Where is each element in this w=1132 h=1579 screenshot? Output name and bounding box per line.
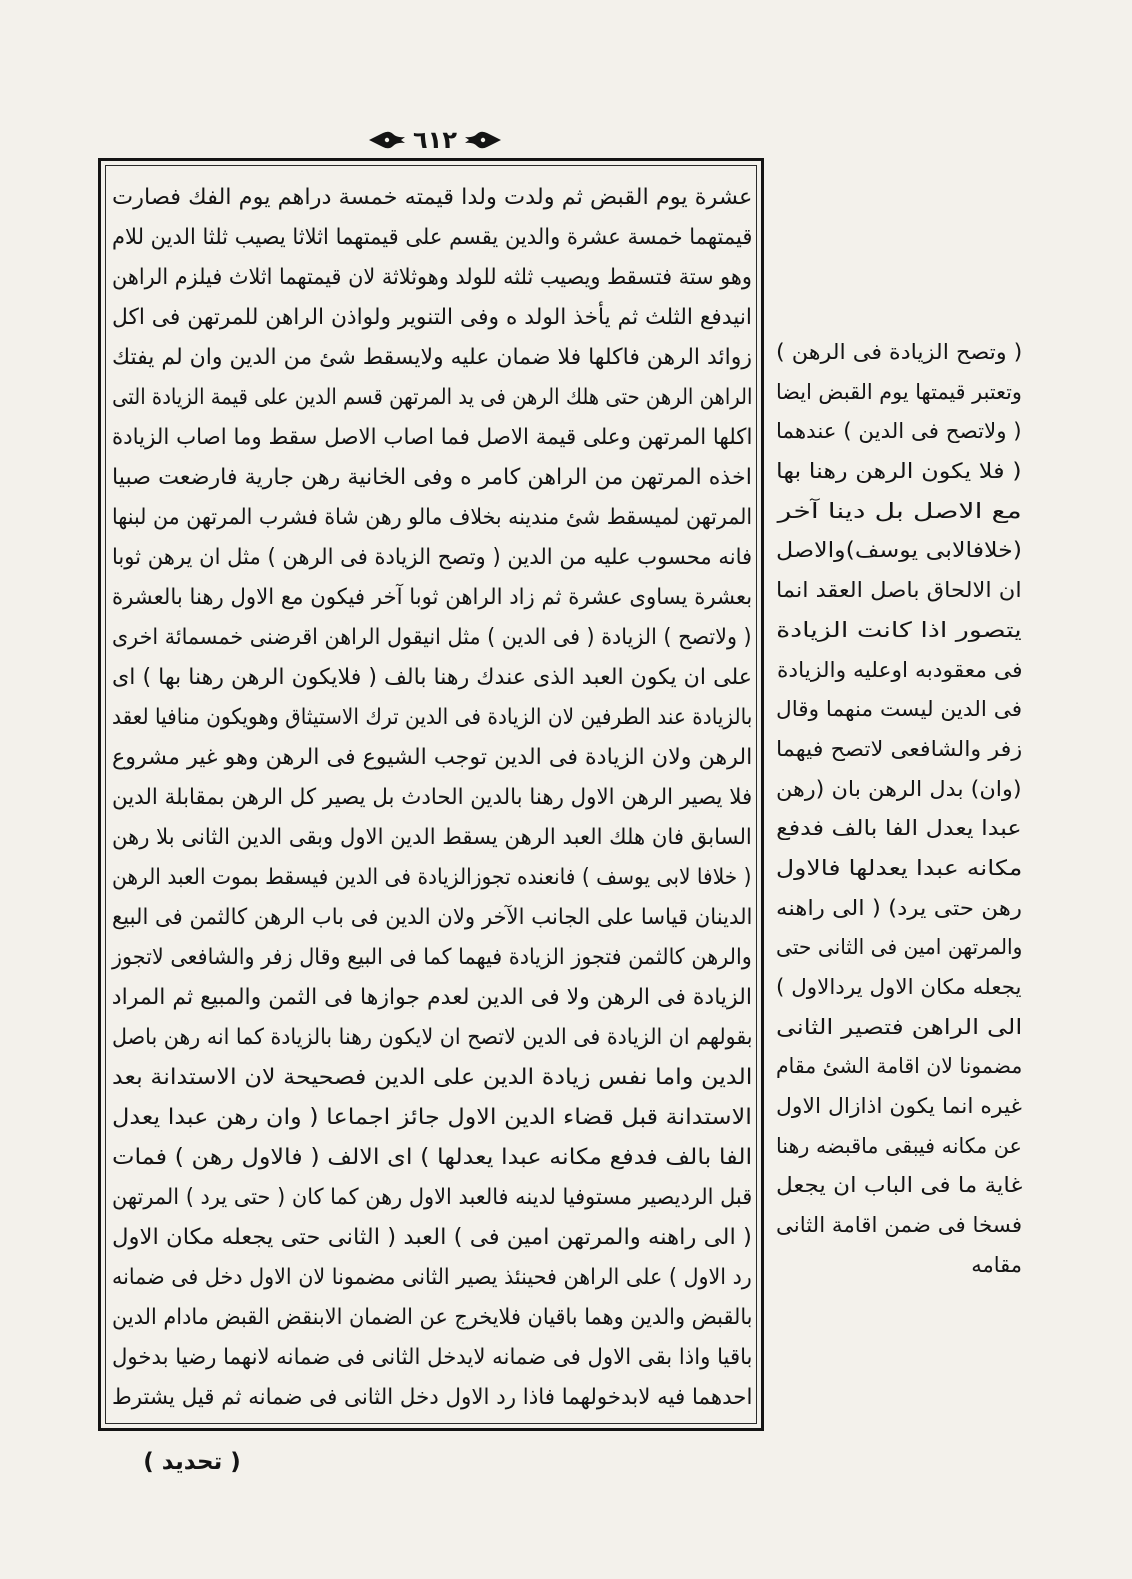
margin-line-text: زفر والشافعى لاتصح فيهما [775,736,1022,761]
page-number-header [362,122,508,158]
main-line-text: زوائد الرهن فاكلها فلا ضمان عليه ولايسقط شئ من الدين وان لم يفتك [112,345,752,370]
main-line-text: اخذه المرتهن من الراهن كامر ه وفى الخانية رهن جارية فارضعت صبيا [112,465,752,490]
margin-line [776,928,1022,968]
main-line [112,938,752,978]
main-line [112,298,752,338]
main-line-text: المرتهن لميسقط شئ مندينه بخلاف مالو رهن شاة فشرب المرتهن من لبنها [111,505,752,530]
main-line-text: احدهما فيه لابدخولهما فاذا رد الاول دخل الثانى فى ضمانه ثم قيل يشترط [111,1385,752,1410]
main-line [112,258,752,298]
main-line [112,1378,752,1418]
margin-line [776,690,1022,730]
margin-line [776,373,1022,413]
main-line [112,858,752,898]
main-line [112,498,752,538]
main-line-text: ( خلافا لابى يوسف ) فانعنده تجوزالزيادة فى الدين فيسقط بموت العبد الرهن [112,865,752,890]
main-line [112,378,752,418]
margin-line-text: والمرتهن امين فى الثانى حتى [775,935,1022,960]
main-line-text: الراهن الرهن حتى هلك الرهن فى يد المرتهن قسم الدين على قيمة الزيادة التى [111,385,752,410]
main-line-text: ( الى راهنه والمرتهن امين فى ) العبد ( الثانى حتى يجعله مكان الاول [112,1225,752,1250]
main-line [112,418,752,458]
margin-line [776,651,1022,691]
main-line [112,1098,752,1138]
main-line [112,658,752,698]
margin-line-text: يتصور اذا كانت الزيادة [776,617,1022,642]
catchword: ( تحديد ) [143,1449,241,1475]
main-line [112,178,752,218]
main-line-text: بالزيادة عند الطرفين لان الزيادة فى الدين ترك الاستيثاق وهويكون منافيا لعقد [111,705,752,730]
margin-line-text: مقامه [971,1252,1022,1277]
main-text-block [112,178,752,1418]
margin-commentary [776,333,1022,1286]
margin-line-text: وتعتبر قيمتها يوم القبض ايضا [776,379,1022,404]
main-line-text: فانه محسوب عليه من الدين ( وتصح الزيادة فى الرهن ) مثل ان يرهن ثوبا [111,545,752,570]
main-line [112,338,752,378]
main-line-text: والرهن كالثمن فتجوز الزيادة فيهما كما فى البيع وقال زفر والشافعى لاتجوز [112,945,752,970]
margin-line-text: عن مكانه فيبقى ماقبضه رهنا [776,1133,1022,1158]
margin-line [776,968,1022,1008]
margin-line [776,571,1022,611]
main-line-text: بقولهم ان الزيادة فى الدين لاتصح ان لايكون رهنا بالزيادة كما انه رهن باصل [111,1025,752,1050]
margin-line [776,333,1022,373]
margin-line-text: غيره انما يكون اذازال الاول [775,1094,1022,1119]
margin-line-text: ( وتصح الزيادة فى الرهن ) [775,340,1022,364]
main-line [112,778,752,818]
margin-line-text: عبدا يعدل الفا بالف فدفع [776,816,1022,841]
main-line [112,538,752,578]
margin-line-text: ان الالحاق باصل العقد انما [776,578,1022,603]
main-line-text: اكلها المرتهن وعلى قيمة الاصل فما اصاب الاصل سقط وما اصاب الزيادة [111,425,752,450]
main-line-text: رد الاول ) على الراهن فحينئذ يصير الثانى مضمونا لان الاول دخل فى ضمانه [112,1265,752,1290]
main-line-text: وهو ستة فتسقط ويصيب ثلثه للولد وهوثلاثة لان قيمتهما اثلاث فيلزم الراهن [112,265,752,290]
main-line-text: قيمتهما خمسة عشرة والدين يقسم على قيمتهما اثلاثا يصيب ثلثا الدين للام [111,225,752,250]
margin-line-text: فسخا فى ضمن اقامة الثانى [775,1213,1022,1238]
main-line [112,1178,752,1218]
margin-line [776,452,1022,492]
main-line [112,1018,752,1058]
margin-line [776,1087,1022,1127]
main-line-text: الرهن ولان الزيادة فى الدين توجب الشيوع فى الرهن وهو غير مشروع [111,745,752,770]
main-line-text: بالقبض والدين وهما باقيان فلايخرج عن الضمان الابنقض القبض مادام الدين [111,1305,752,1330]
main-line-text: عشرة يوم القبض ثم ولدت ولدا قيمته خمسة دراهم يوم الفك فصارت [111,185,752,210]
main-line-text: بعشرة يساوى عشرة ثم زاد الراهن ثوبا آخر فيكون مع الاول رهنا بالعشرة [111,585,752,610]
ornament-left-icon [463,129,503,151]
margin-line [776,1127,1022,1167]
margin-line [776,809,1022,849]
main-line-text: الزيادة فى الرهن ولا فى الدين لعدم جوازها فى الثمن والمبيع ثم المراد [111,985,752,1010]
main-line-text: انيدفع الثلث ثم يأخذ الولد ه وفى التنوير ولواذن الراهن للمرتهن فى اكل [112,305,752,330]
margin-line [776,412,1022,452]
main-line [112,218,752,258]
margin-line-text: (وان) بدل الرهن بان (رهن [776,776,1022,801]
margin-line [776,492,1022,532]
main-line [112,1298,752,1338]
main-line-text: باقيا واذا بقى الاول فى ضمانه لايدخل الثانى فى ضمانه لانهما رضيا بدخول [111,1345,752,1370]
page-number: ٦١٢ [413,126,457,154]
main-line [112,458,752,498]
margin-line [776,1047,1022,1087]
margin-line [776,1206,1022,1246]
main-line [112,898,752,938]
main-line-text: السابق فان هلك العبد الرهن يسقط الدين الاول وبقى الدين الثانى بلا رهن [112,825,752,850]
margin-line-text: (خلافالابى يوسف)والاصل [775,538,1022,563]
margin-line-text: غاية ما فى الباب ان يجعل [775,1173,1022,1198]
ornament-right-icon [367,129,407,151]
margin-line [776,1166,1022,1206]
main-line-text: قبل الرديصير مستوفيا لدينه فالعبد الاول رهن كما كان ( حتى يرد ) المرتهن [111,1185,752,1210]
main-line [112,978,752,1018]
margin-line [776,730,1022,770]
margin-line-text: ( ولاتصح فى الدين ) عندهما [776,419,1022,444]
main-line-text: فلا يصير الرهن الاول رهنا بالدين الحادث بل يصير كل الرهن بمقابلة الدين [111,785,752,810]
main-line [112,1258,752,1298]
main-line [112,1138,752,1178]
main-line [112,818,752,858]
margin-line-text: مكانه عبدا يعدلها فالاول [775,855,1022,880]
margin-line-text: يجعله مكان الاول يردالاول ) [776,975,1022,999]
margin-line-text: مضمونا لان اقامة الشئ مقام [775,1054,1022,1079]
main-line [112,698,752,738]
margin-line-text: رهن حتى يرد) ( الى راهنه [776,895,1022,920]
margin-line-text: مع الاصل بل دينا آخر [777,498,1022,523]
main-line [112,738,752,778]
margin-line [776,1246,1022,1286]
main-line-text: الدينان قياسا على الجانب الآخر ولان الدين فى باب الرهن كالثمن فى البيع [111,905,752,930]
main-line [112,618,752,658]
margin-line [776,770,1022,810]
margin-line-text: ( فلا يكون الرهن رهنا بها [776,459,1022,484]
margin-line [776,889,1022,929]
margin-line-text: فى الدين ليست منهما وقال [775,697,1022,722]
main-line [112,1218,752,1258]
main-line [112,1058,752,1098]
main-line [112,578,752,618]
margin-line [776,1008,1022,1048]
margin-line [776,531,1022,571]
main-line-text: ( ولاتصح ) الزيادة ( فى الدين ) مثل انيقول الراهن اقرضنى خمسمائة اخرى [112,625,752,650]
main-line [112,1338,752,1378]
main-line-text: الفا بالف فدفع مكانه عبدا يعدلها ) اى الالف ( فالاول رهن ) فمات [111,1145,752,1170]
margin-line [776,849,1022,889]
main-line-text: الدين واما نفس زيادة الدين على الدين فصحيحة لان الاستدانة بعد [111,1065,752,1090]
margin-line [776,611,1022,651]
margin-line-text: الى الراهن فتصير الثانى [775,1014,1022,1039]
margin-line-text: فى معقودبه اوعليه والزيادة [776,657,1022,682]
main-line-text: الاستدانة قبل قضاء الدين الاول جائز اجماعا ( وان رهن عبدا يعدل [112,1105,752,1130]
main-line-text: على ان يكون العبد الذى عندك رهنا بالف ( فلايكون الرهن رهنا بها ) اى [111,665,752,690]
